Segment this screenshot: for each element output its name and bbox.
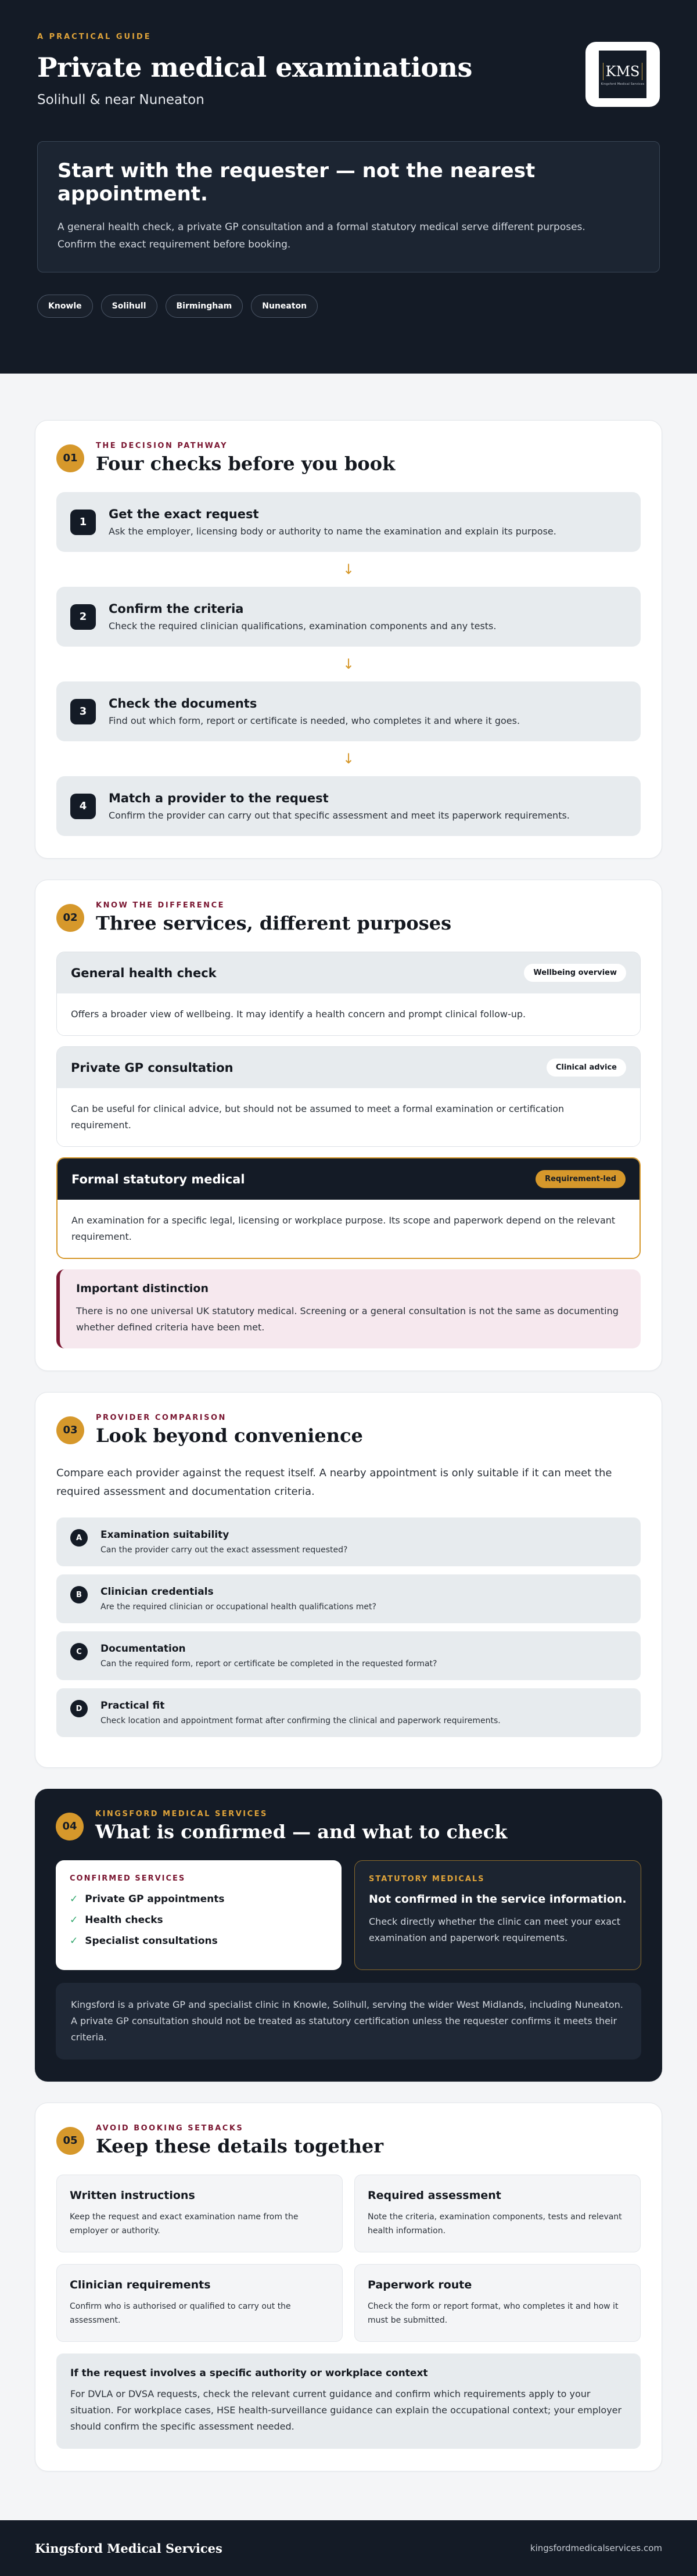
check-icon: ✓ [70,1914,78,1926]
confirmed-label: CONFIRMED SERVICES [70,1874,186,1883]
section-number: 03 [56,1416,84,1444]
detail-title: Written instructions [70,2189,195,2202]
section-header [56,1810,641,1843]
service-tag: Wellbeing overview [524,964,626,982]
detail-title: Clinician requirements [70,2279,211,2291]
criterion-item [56,1631,641,1680]
confirmed-service-label: Specialist consultations [85,1935,218,1947]
page-footer [0,2520,697,2576]
hero-callout [37,141,660,272]
section-header [56,2124,641,2157]
context-title: If the request involves a specific authority or workplace context [70,2367,428,2379]
step-text: Confirm the provider can carry out that specific assessment and meet its paperwork requirements. [109,810,570,821]
callout-text: A general health check, a private GP consultation and a formal statutory medical serve different purposes. Confirm the exact requirement before booking. [58,221,585,250]
service-title: Private GP consultation [71,1060,233,1075]
section-kicker: PROVIDER COMPARISON [96,1413,227,1422]
criterion-text: Check location and appointment format after confirming the clinical and paperwork requirements. [100,1716,501,1725]
section-kicker: AVOID BOOKING SETBACKS [96,2124,244,2133]
confirmed-service-item [70,1935,328,1947]
section-provider-comparison [35,1392,662,1768]
service-card-highlighted [56,1157,641,1259]
step-text: Check the required clinician qualifications, examination components and any tests. [109,620,497,632]
location-pill: Solihull [101,295,157,318]
section-header [56,1413,641,1447]
statutory-title: Not confirmed in the service information. [369,1893,627,1906]
confirmed-service-label: Private GP appointments [85,1893,225,1905]
section-title: What is confirmed — and what to check [95,1821,508,1843]
detail-text: Confirm who is authorised or qualified to carry out the assessment. [70,2302,291,2325]
section-kicker: THE DECISION PATHWAY [96,442,228,450]
step-text: Ask the employer, licensing body or authority to name the examination and explain its purpose. [109,526,556,537]
logo-mark [599,51,646,98]
step-number: 4 [70,794,96,819]
criterion-item [56,1517,641,1566]
step-item [56,587,641,647]
criterion-text: Can the required form, report or certificate be completed in the requested format? [100,1659,437,1669]
step-number: 1 [70,510,96,535]
logo-wordmark: Kingsford Medical Services [601,82,645,86]
section-number: 05 [56,2127,84,2155]
statutory-text: Check directly whether the clinic can meet your exact examination and paperwork requirements. [369,1916,620,1943]
location-pills [37,295,660,318]
location-pill: Nuneaton [251,295,318,318]
detail-item [56,2264,343,2342]
step-title: Match a provider to the request [109,791,329,805]
footer-brand: Kingsford Medical Services [35,2541,222,2556]
section-know-the-difference [35,880,662,1371]
criterion-text: Can the provider carry out the exact assessment requested? [100,1545,348,1555]
logo [585,42,660,107]
service-description: Can be useful for clinical advice, but should not be assumed to meet a formal examination or certification requirement. [57,1088,640,1146]
criterion-letter: B [70,1586,88,1603]
callout-title: Start with the requester — not the nearest appointment. [58,159,536,206]
step-item [56,492,641,552]
service-title: Formal statutory medical [71,1172,245,1186]
statutory-label: STATUTORY MEDICALS [369,1875,485,1883]
detail-text: Keep the request and exact examination name from the employer or authority. [70,2212,299,2236]
step-number: 3 [70,699,96,724]
check-icon: ✓ [70,1893,78,1905]
context-box [56,2353,641,2449]
distinction-text: There is no one universal UK statutory medical. Screening or a general consultation is not the same as documenting whether defined criteria have been met. [76,1305,619,1333]
detail-item [354,2175,641,2252]
important-distinction-box [56,1269,641,1348]
clinic-note: Kingsford is a private GP and specialist clinic in Knowle, Solihull, serving the wider West Midlands, including Nuneaton. A private GP consultation should not be treated as statutory certification unless the requester confirms it meets their criteria. [56,1983,641,2060]
section-header [56,901,641,934]
location-pill: Birmingham [166,295,243,318]
page-subtitle: Solihull & near Nuneaton [37,92,204,107]
section-decision-pathway [35,420,662,859]
main-content [0,374,697,2520]
section-keep-details [35,2103,662,2471]
step-number: 2 [70,604,96,630]
arrow-down-icon: ↓ [342,751,355,767]
criterion-text: Are the required clinician or occupational health qualifications met? [100,1602,376,1612]
step-title: Check the documents [109,697,257,711]
service-tag: Requirement-led [536,1170,626,1188]
location-pill: Knowle [37,295,93,318]
step-item [56,776,641,836]
service-tag: Clinical advice [547,1059,626,1077]
section-intro: Compare each provider against the request itself. A nearby appointment is only suitable if it can meet the required assessment and documentation criteria. [56,1467,612,1498]
criterion-title: Documentation [100,1643,186,1655]
section-kicker: KNOW THE DIFFERENCE [96,901,225,910]
detail-item [354,2264,641,2342]
criterion-letter: C [70,1643,88,1660]
section-header [56,442,641,475]
criterion-title: Examination suitability [100,1529,229,1541]
criterion-title: Practical fit [100,1700,165,1712]
step-title: Get the exact request [109,507,259,521]
service-description: An examination for a specific legal, licensing or workplace purpose. Its scope and paperwork depend on the relevant requirement. [58,1200,639,1258]
criterion-letter: A [70,1529,88,1547]
hero-eyebrow: A PRACTICAL GUIDE [37,33,152,41]
criterion-letter: D [70,1700,88,1717]
detail-text: Check the form or report format, who completes it and how it must be submitted. [368,2302,619,2325]
step-item [56,681,641,741]
check-icon: ✓ [70,1935,78,1947]
step-text: Find out which form, report or certificate is needed, who completes it and where it goes. [109,715,520,726]
service-card [56,1046,641,1147]
confirmed-service-item [70,1893,328,1905]
detail-title: Paperwork route [368,2279,472,2291]
detail-text: Note the criteria, examination components, tests and relevant health information. [368,2212,622,2236]
confirmed-service-label: Health checks [85,1914,163,1926]
detail-title: Required assessment [368,2189,501,2202]
section-number: 04 [56,1813,84,1840]
confirmed-services-panel [56,1860,342,1970]
hero-header [0,0,697,374]
criterion-item [56,1688,641,1737]
criterion-title: Clinician credentials [100,1586,214,1598]
section-title: Three services, different purposes [96,912,452,934]
section-kingsford-services [35,1789,662,2082]
distinction-title: Important distinction [76,1282,209,1295]
statutory-medicals-panel [354,1860,641,1970]
section-number: 02 [56,904,84,932]
section-title: Four checks before you book [96,453,396,475]
context-text: For DVLA or DVSA requests, check the relevant current guidance and confirm which requirements apply to your situation. For workplace cases, HSE health-surveillance guidance can explain the occupational context; your employer should confirm the specific assessment needed. [70,2388,622,2432]
footer-site-link[interactable]: kingsfordmedicalservices.com [530,2543,662,2553]
service-description: Offers a broader view of wellbeing. It may identify a health concern and prompt clinical follow-up. [57,993,640,1035]
arrow-down-icon: ↓ [342,656,355,672]
section-title: Look beyond convenience [96,1425,363,1447]
section-title: Keep these details together [96,2135,384,2157]
confirmed-service-item [70,1914,328,1926]
service-title: General health check [71,966,217,980]
page-title: Private medical examinations [37,52,472,83]
step-title: Confirm the criteria [109,602,244,616]
service-card [56,952,641,1036]
arrow-down-icon: ↓ [342,561,355,577]
section-number: 01 [56,444,84,472]
logo-monogram: KMS [603,63,643,80]
criterion-item [56,1574,641,1623]
detail-item [56,2175,343,2252]
section-kicker: KINGSFORD MEDICAL SERVICES [95,1810,268,1818]
